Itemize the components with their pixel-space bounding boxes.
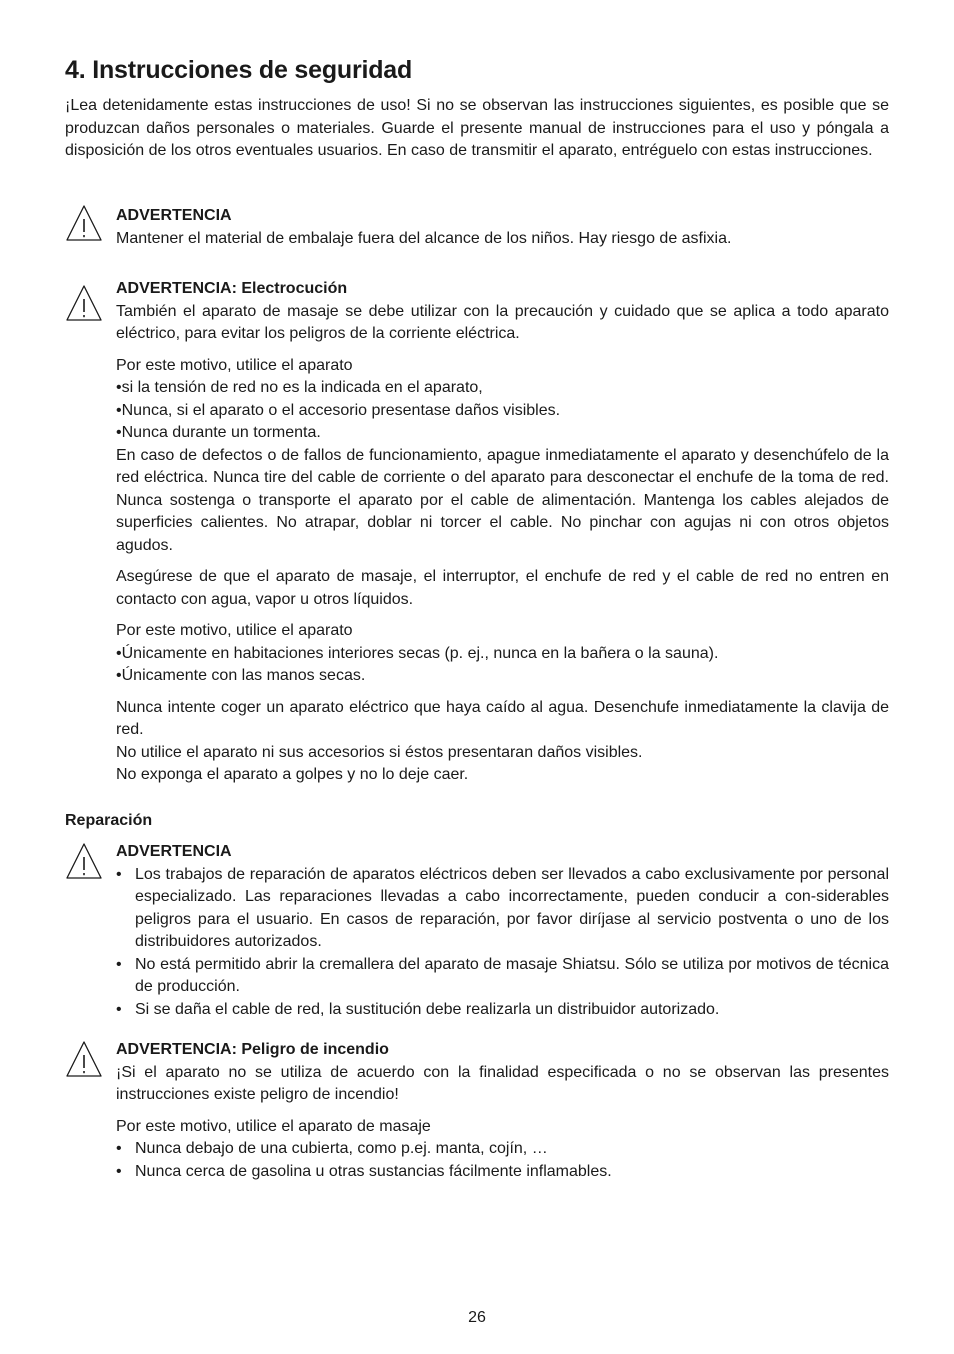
warning-title: ADVERTENCIA — [116, 207, 232, 224]
list-lead: Por este motivo, utilice el aparato — [116, 356, 353, 374]
page-title: 4. Instrucciones de seguridad — [65, 56, 413, 84]
bullet-list — [116, 377, 889, 445]
warning-body — [116, 841, 889, 1021]
warning-triangle-icon — [65, 284, 103, 322]
warning-triangle-icon — [65, 204, 103, 242]
warning-triangle-icon — [65, 842, 103, 880]
paragraph: No exponga el aparato a golpes y no lo deje caer. — [116, 766, 469, 783]
paragraph: No utilice el aparato ni sus accesorios si éstos presentaran daños visibles. — [116, 743, 643, 761]
list-item: • Nunca, si el aparato o el accesorio presentase daños visibles. — [116, 400, 889, 423]
bullet-list — [116, 1138, 889, 1183]
list-lead: Por este motivo, utilice el aparato de masaje — [116, 1117, 431, 1135]
list-item: • Nunca debajo de una cubierta, como p.ej. manta, cojín, … — [116, 1138, 889, 1161]
paragraph: ¡Si el aparato no se utiliza de acuerdo con la finalidad especificada o no se observan las presentes instrucciones existe peligro de incendio! — [116, 1063, 889, 1103]
intro-paragraph: ¡Lea detenidamente estas instrucciones de uso! Si no se observan las instrucciones siguientes, es posible que se produzcan daños personales o materiales. Guarde el presente manual de instrucciones para el uso y póngala a disposición de los otros eventuales usuarios. En caso de transmitir el aparato, entréguelo con estas instrucciones. — [65, 97, 889, 159]
warning-title: ADVERTENCIA: Electrocución — [116, 280, 348, 297]
list-item: • Nunca durante un tormenta. — [116, 422, 889, 445]
warning-text: Mantener el material de embalaje fuera del alcance de los niños. Hay riesgo de asfixia. — [116, 229, 732, 247]
warning-title: ADVERTENCIA — [116, 843, 232, 860]
paragraph: Asegúrese de que el aparato de masaje, el interruptor, el enchufe de red y el cable de red no entren en contacto con agua, vapor u otros líquidos. — [116, 568, 889, 608]
section-heading-repair: Reparación — [65, 812, 153, 829]
paragraph: También el aparato de masaje se debe utilizar con la precaución y cuidado que se aplica a todo aparato eléctrico, para evitar los peligros de la corriente eléctrica. — [116, 302, 889, 342]
list-item: • si la tensión de red no es la indicada en el aparato, — [116, 377, 889, 400]
warning-body — [116, 1039, 889, 1183]
warning-body — [116, 205, 889, 250]
bullet-list — [116, 643, 889, 688]
warning-title: ADVERTENCIA: Peligro de incendio — [116, 1041, 389, 1058]
list-item: • Únicamente en habitaciones interiores secas (p. ej., nunca en la bañera o la sauna). — [116, 643, 889, 666]
list-item: • Nunca cerca de gasolina u otras sustancias fácilmente inflamables. — [116, 1161, 889, 1184]
page-number: 26 — [468, 1309, 486, 1326]
paragraph: Nunca intente coger un aparato eléctrico que haya caído al agua. Desenchufe inmediatamente la clavija de red. — [116, 698, 889, 738]
list-item: • No está permitido abrir la cremallera del aparato de masaje Shiatsu. Sólo se utiliza por motivos de técnica de producción. — [116, 954, 889, 999]
list-item: • Únicamente con las manos secas. — [116, 665, 889, 688]
paragraph: En caso de defectos o de fallos de funcionamiento, apague inmediatamente el aparato y desenchúfelo de la red eléctrica. Nunca tire del cable de corriente o del aparato para desconectar el enchufe de la toma de red. Nunca sostenga o transporte el aparato por el cable de alimentación. Mantenga los cables alejados de superficies calientes. No atrapar, doblar ni torcer el cable. No pinchar con agujas ni con otros objetos agudos. — [116, 446, 889, 554]
list-item: • Los trabajos de reparación de aparatos eléctricos deben ser llevados a cabo exclusivamente por personal especializado. Las reparaciones llevadas a cabo incorrectamente, pueden conducir a con-siderables peligros para el usuario. En casos de reparación, por favor diríjase al servicio postventa o uno de los distribuidores autorizados. — [116, 864, 889, 954]
list-lead: Por este motivo, utilice el aparato — [116, 622, 353, 639]
warning-triangle-icon — [65, 1040, 103, 1078]
list-item: • Si se daña el cable de red, la sustitución debe realizarla un distribuidor autorizado. — [116, 999, 889, 1022]
bullet-list — [116, 864, 889, 1022]
warning-body — [116, 278, 889, 787]
